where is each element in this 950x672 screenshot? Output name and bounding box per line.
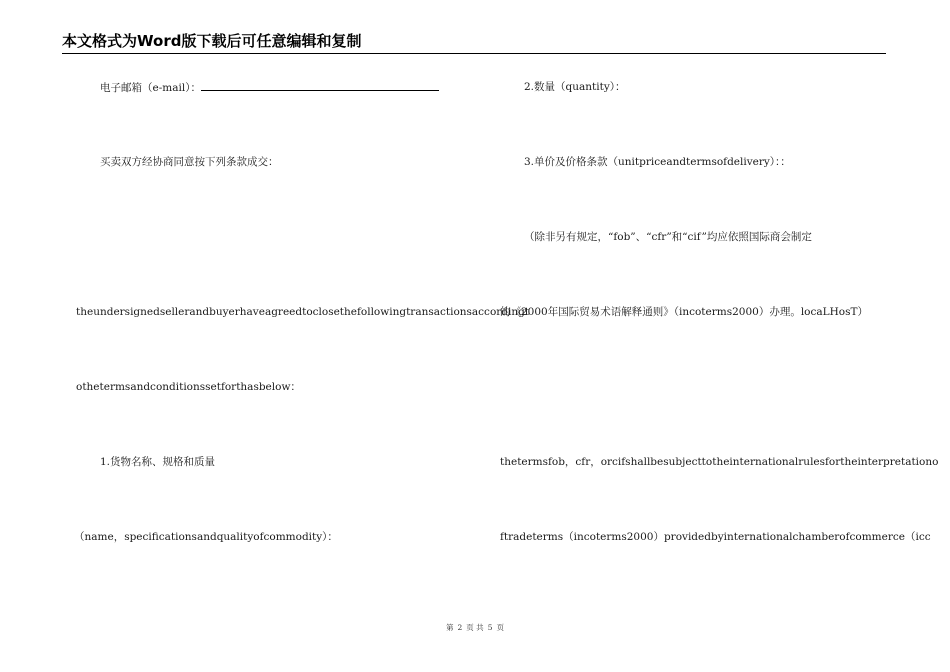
page-footer bbox=[0, 622, 950, 633]
agreement-en-line-2: othetermsandconditionssetforthasbelow： bbox=[76, 381, 301, 393]
item1-en: （name，specificationsandqualityofcommodity）： bbox=[74, 531, 338, 543]
footer-middle: 页 共 bbox=[466, 623, 484, 632]
footer-prefix: 第 bbox=[446, 623, 454, 632]
item3-unit-price: 3.单价及价格条款（unitpriceandtermsofdelivery）：： bbox=[524, 156, 791, 168]
agreement-cn: 买卖双方经协商同意按下列条款成交： bbox=[100, 156, 279, 168]
footer-suffix: 页 bbox=[496, 623, 504, 632]
note-en-line-2: ftradeterms（incoterms2000）providedbyinternationalchamberofcommerce（icc bbox=[500, 531, 931, 543]
email-line bbox=[76, 80, 439, 95]
page-header bbox=[62, 31, 886, 54]
email-label: 电子邮箱（e-mail）： bbox=[100, 82, 201, 94]
footer-total-pages: 5 bbox=[487, 623, 493, 632]
header-title: 本文格式为Word版下载后可任意编辑和复制 bbox=[62, 32, 362, 50]
note-cn-line-2: 的《2000年国际贸易术语解释通则》（incoterms2000）办理。locaLHosT） bbox=[500, 306, 868, 318]
email-blank-field bbox=[201, 80, 439, 91]
item2-quantity: 2.数量（quantity）： bbox=[524, 81, 626, 93]
agreement-en-line-1: theundersignedsellerandbuyerhaveagreedtoclosethefollowingtransactionsaccordingt bbox=[76, 306, 530, 318]
item1-cn: 1.货物名称、规格和质量 bbox=[100, 456, 216, 468]
footer-current-page: 2 bbox=[457, 623, 463, 632]
note-en-line-1: thetermsfob，cfr，orcifshallbesubjecttotheinternationalrulesfortheinterpretationo bbox=[500, 456, 939, 468]
note-cn-line-1: （除非另有规定，“fob”、“cfr”和“cif”均应依照国际商会制定 bbox=[524, 231, 812, 243]
